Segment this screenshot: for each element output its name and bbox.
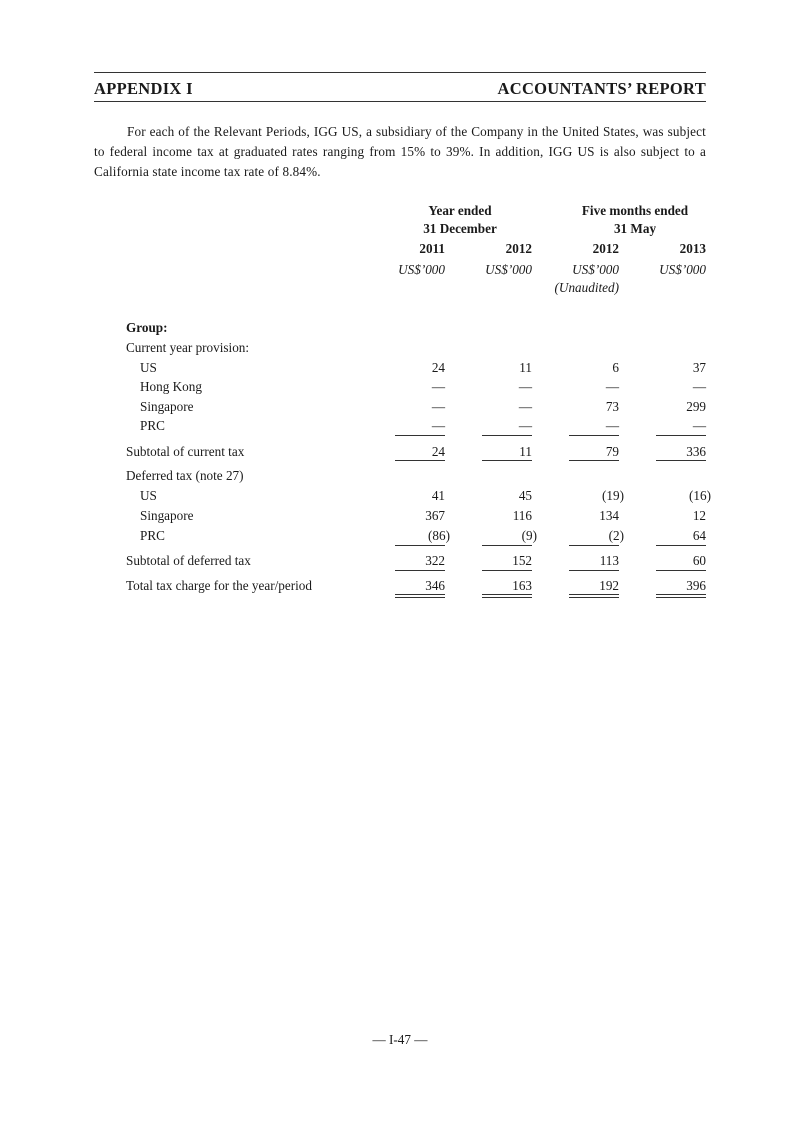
subtotal-current-label: Subtotal of current tax [126,444,245,459]
subtotal-rule [656,460,706,461]
row-label: Singapore [140,508,194,523]
cell-value: 346 [425,578,445,593]
col-period-2013: 2013 [679,241,706,256]
row-label: US [140,488,157,503]
cell-value: — [605,379,619,394]
group-header-year-ended: Year ended [428,203,492,218]
subtotal-rule [395,435,445,436]
subtotal-rule [395,460,445,461]
total-label: Total tax charge for the year/period [126,578,312,593]
col-unit: US$’000 [572,262,619,277]
cell-value: 336 [686,444,706,459]
cell-value: 6 [612,360,619,375]
header-bottom-rule [94,101,706,102]
cell-value: — [431,418,445,433]
total-double-rule [482,594,532,595]
col-unit: US$’000 [659,262,706,277]
cell-value: — [518,379,532,394]
cell-value: 11 [519,360,532,375]
total-double-rule [656,594,706,595]
cell-value: 64 [692,528,706,543]
cell-value: 396 [686,578,706,593]
cell-value: 299 [686,399,706,414]
cell-value: (19) [602,488,624,503]
cell-value: 37 [692,360,706,375]
col-year-2012: 2012 [505,241,532,256]
cell-value: (9) [521,528,537,543]
header-appendix: APPENDIX I [94,79,193,98]
subtotal-rule [482,460,532,461]
cell-value: 24 [431,360,445,375]
cell-value: — [692,379,706,394]
subtotal-rule [656,545,706,546]
cell-value: 41 [431,488,445,503]
cell-value: 73 [605,399,619,414]
cell-value: (16) [689,488,711,503]
cell-value: 12 [692,508,706,523]
row-label: PRC [140,528,165,543]
cell-value: 367 [425,508,445,523]
body-paragraph: For each of the Relevant Periods, IGG US, a subsidiary of the Company in the United States, was subject to federal income tax at graduated rates ranging from 15% to 39%. In addition, IGG US is also subject to a California state income tax rate of 8.84%. [94,124,706,179]
subtotal-rule [569,435,619,436]
cell-value: 45 [518,488,532,503]
cell-value: 192 [599,578,619,593]
cell-value: 60 [692,553,706,568]
total-double-rule [569,597,619,598]
col-period-2012: 2012 [592,241,619,256]
total-double-rule [395,594,445,595]
col-unit: US$’000 [485,262,532,277]
cell-value: (2) [608,528,624,543]
subtotal-rule [395,545,445,546]
row-label: PRC [140,418,165,433]
subtotal-rule [569,545,619,546]
cell-value: — [692,418,706,433]
subtotal-rule [482,545,532,546]
cell-value: — [431,399,445,414]
current-provision-label: Current year provision: [126,340,250,355]
subtotal-rule [569,460,619,461]
cell-value: (86) [428,528,450,543]
subtotal-rule [482,570,532,571]
header-report-title: ACCOUNTANTS’ REPORT [497,79,706,98]
subtotal-rule [656,570,706,571]
subtotal-rule [656,435,706,436]
subtotal-rule [482,435,532,436]
subtotal-rule [569,570,619,571]
total-double-rule [569,594,619,595]
cell-value: 79 [605,444,619,459]
cell-value: — [605,418,619,433]
col-year-2011: 2011 [419,241,445,256]
cell-value: — [518,418,532,433]
col-unit: US$’000 [398,262,445,277]
total-double-rule [482,597,532,598]
cell-value: 116 [512,508,532,523]
cell-value: 322 [425,553,445,568]
row-label: Hong Kong [140,379,202,394]
cell-value: — [431,379,445,394]
group-header-five-months-ended: Five months ended [581,203,689,218]
subtotal-rule [395,570,445,571]
row-label: Singapore [140,399,194,414]
cell-value: — [518,399,532,414]
total-double-rule [656,597,706,598]
cell-value: 24 [431,444,445,459]
cell-value: 152 [512,553,532,568]
cell-value: 134 [599,508,619,523]
deferred-label: Deferred tax (note 27) [126,468,244,483]
header-top-rule [94,72,706,73]
cell-value: 11 [519,444,532,459]
cell-value: 113 [599,553,619,568]
group-header-31-december: 31 December [423,221,497,236]
unaudited-note: (Unaudited) [554,280,619,295]
total-double-rule [395,597,445,598]
subtotal-deferred-label: Subtotal of deferred tax [126,553,251,568]
cell-value: 163 [512,578,532,593]
group-header-31-may: 31 May [613,221,657,236]
page-number: — I-47 — [372,1032,428,1047]
group-label: Group: [126,320,168,335]
row-label: US [140,360,157,375]
